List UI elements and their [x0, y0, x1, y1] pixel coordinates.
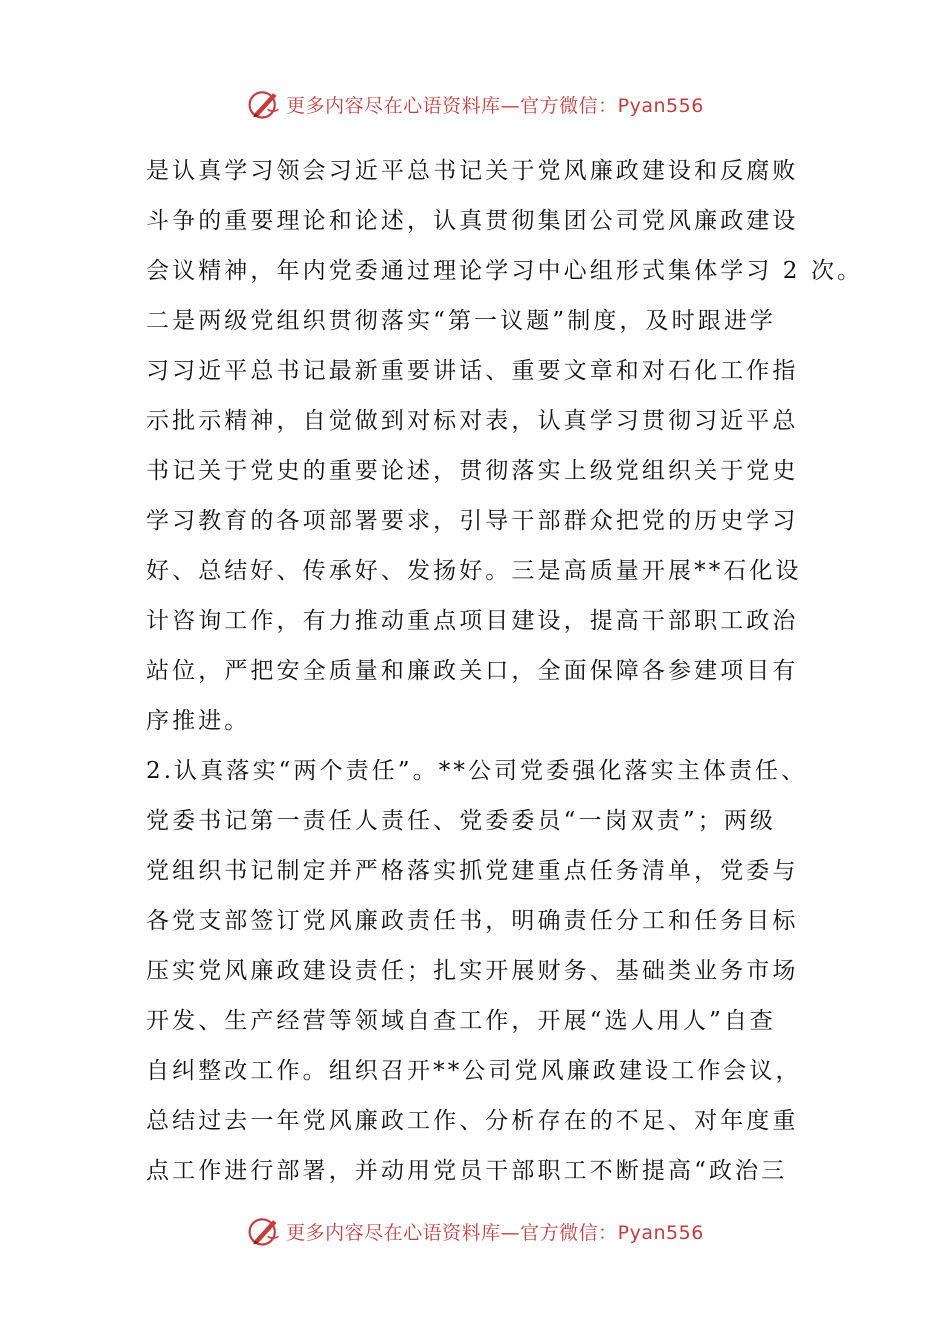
header-banner-text: 更多内容尽在心语资料库—官方微信：Pyan556: [286, 94, 704, 117]
text-line: 点工作进行部署，并动用党员干部职工不断提高“政治三: [146, 1158, 788, 1184]
text-line: 是认真学习领会习近平总书记关于党风廉政建设和反腐败: [146, 158, 799, 184]
document-body: [146, 146, 864, 1196]
text-line: 会议精神，年内党委通过理论学习中心组形式集体学习 2 次。: [146, 258, 864, 284]
text-line: 习习近平总书记最新重要讲话、重要文章和对石化工作指: [146, 358, 799, 384]
text-line: 2.认真落实“两个责任”。**公司党委强化落实主体责任、: [146, 758, 808, 784]
text-line: 示批示精神，自觉做到对标对表，认真学习贯彻习近平总: [146, 408, 799, 434]
pen-in-circle-logo-icon: [246, 1213, 282, 1249]
footer-banner: [0, 1211, 950, 1251]
text-line: 总结过去一年党风廉政工作、分析存在的不足、对年度重: [146, 1108, 799, 1134]
text-line: 各党支部签订党风廉政责任书，明确责任分工和任务目标: [146, 908, 799, 934]
text-line: 开发、生产经营等领域自查工作，开展“选人用人”自查: [146, 1008, 777, 1034]
text-line: 党组织书记制定并严格落实抓党建重点任务清单，党委与: [146, 858, 799, 884]
text-line: 站位，严把安全质量和廉政关口，全面保障各参建项目有: [146, 658, 799, 684]
text-line: 压实党风廉政建设责任；扎实开展财务、基础类业务市场: [146, 958, 799, 984]
text-line: 好、总结好、传承好、发扬好。三是高质量开展**石化设: [146, 558, 802, 584]
footer-banner-text: 更多内容尽在心语资料库—官方微信：Pyan556: [286, 1221, 704, 1244]
text-line: 斗争的重要理论和论述，认真贯彻集团公司党风廉政建设: [146, 208, 799, 234]
header-banner: [0, 84, 950, 124]
text-line: 党委书记第一责任人责任、党委委员“一岗双责”；两级: [146, 808, 777, 834]
text-line: 自纠整改工作。组织召开**公司党风廉政建设工作会议，: [146, 1058, 802, 1084]
text-line: 书记关于党史的重要论述，贯彻落实上级党组织关于党史: [146, 458, 799, 484]
text-line: 学习教育的各项部署要求，引导干部群众把党的历史学习: [146, 508, 799, 534]
text-line: 序推进。: [146, 708, 251, 734]
text-line: 二是两级党组织贯彻落实“第一议题”制度，及时跟进学: [146, 308, 777, 334]
pen-in-circle-logo-icon: [246, 86, 282, 122]
text-line: 计咨询工作，有力推动重点项目建设，提高干部职工政治: [146, 608, 799, 634]
